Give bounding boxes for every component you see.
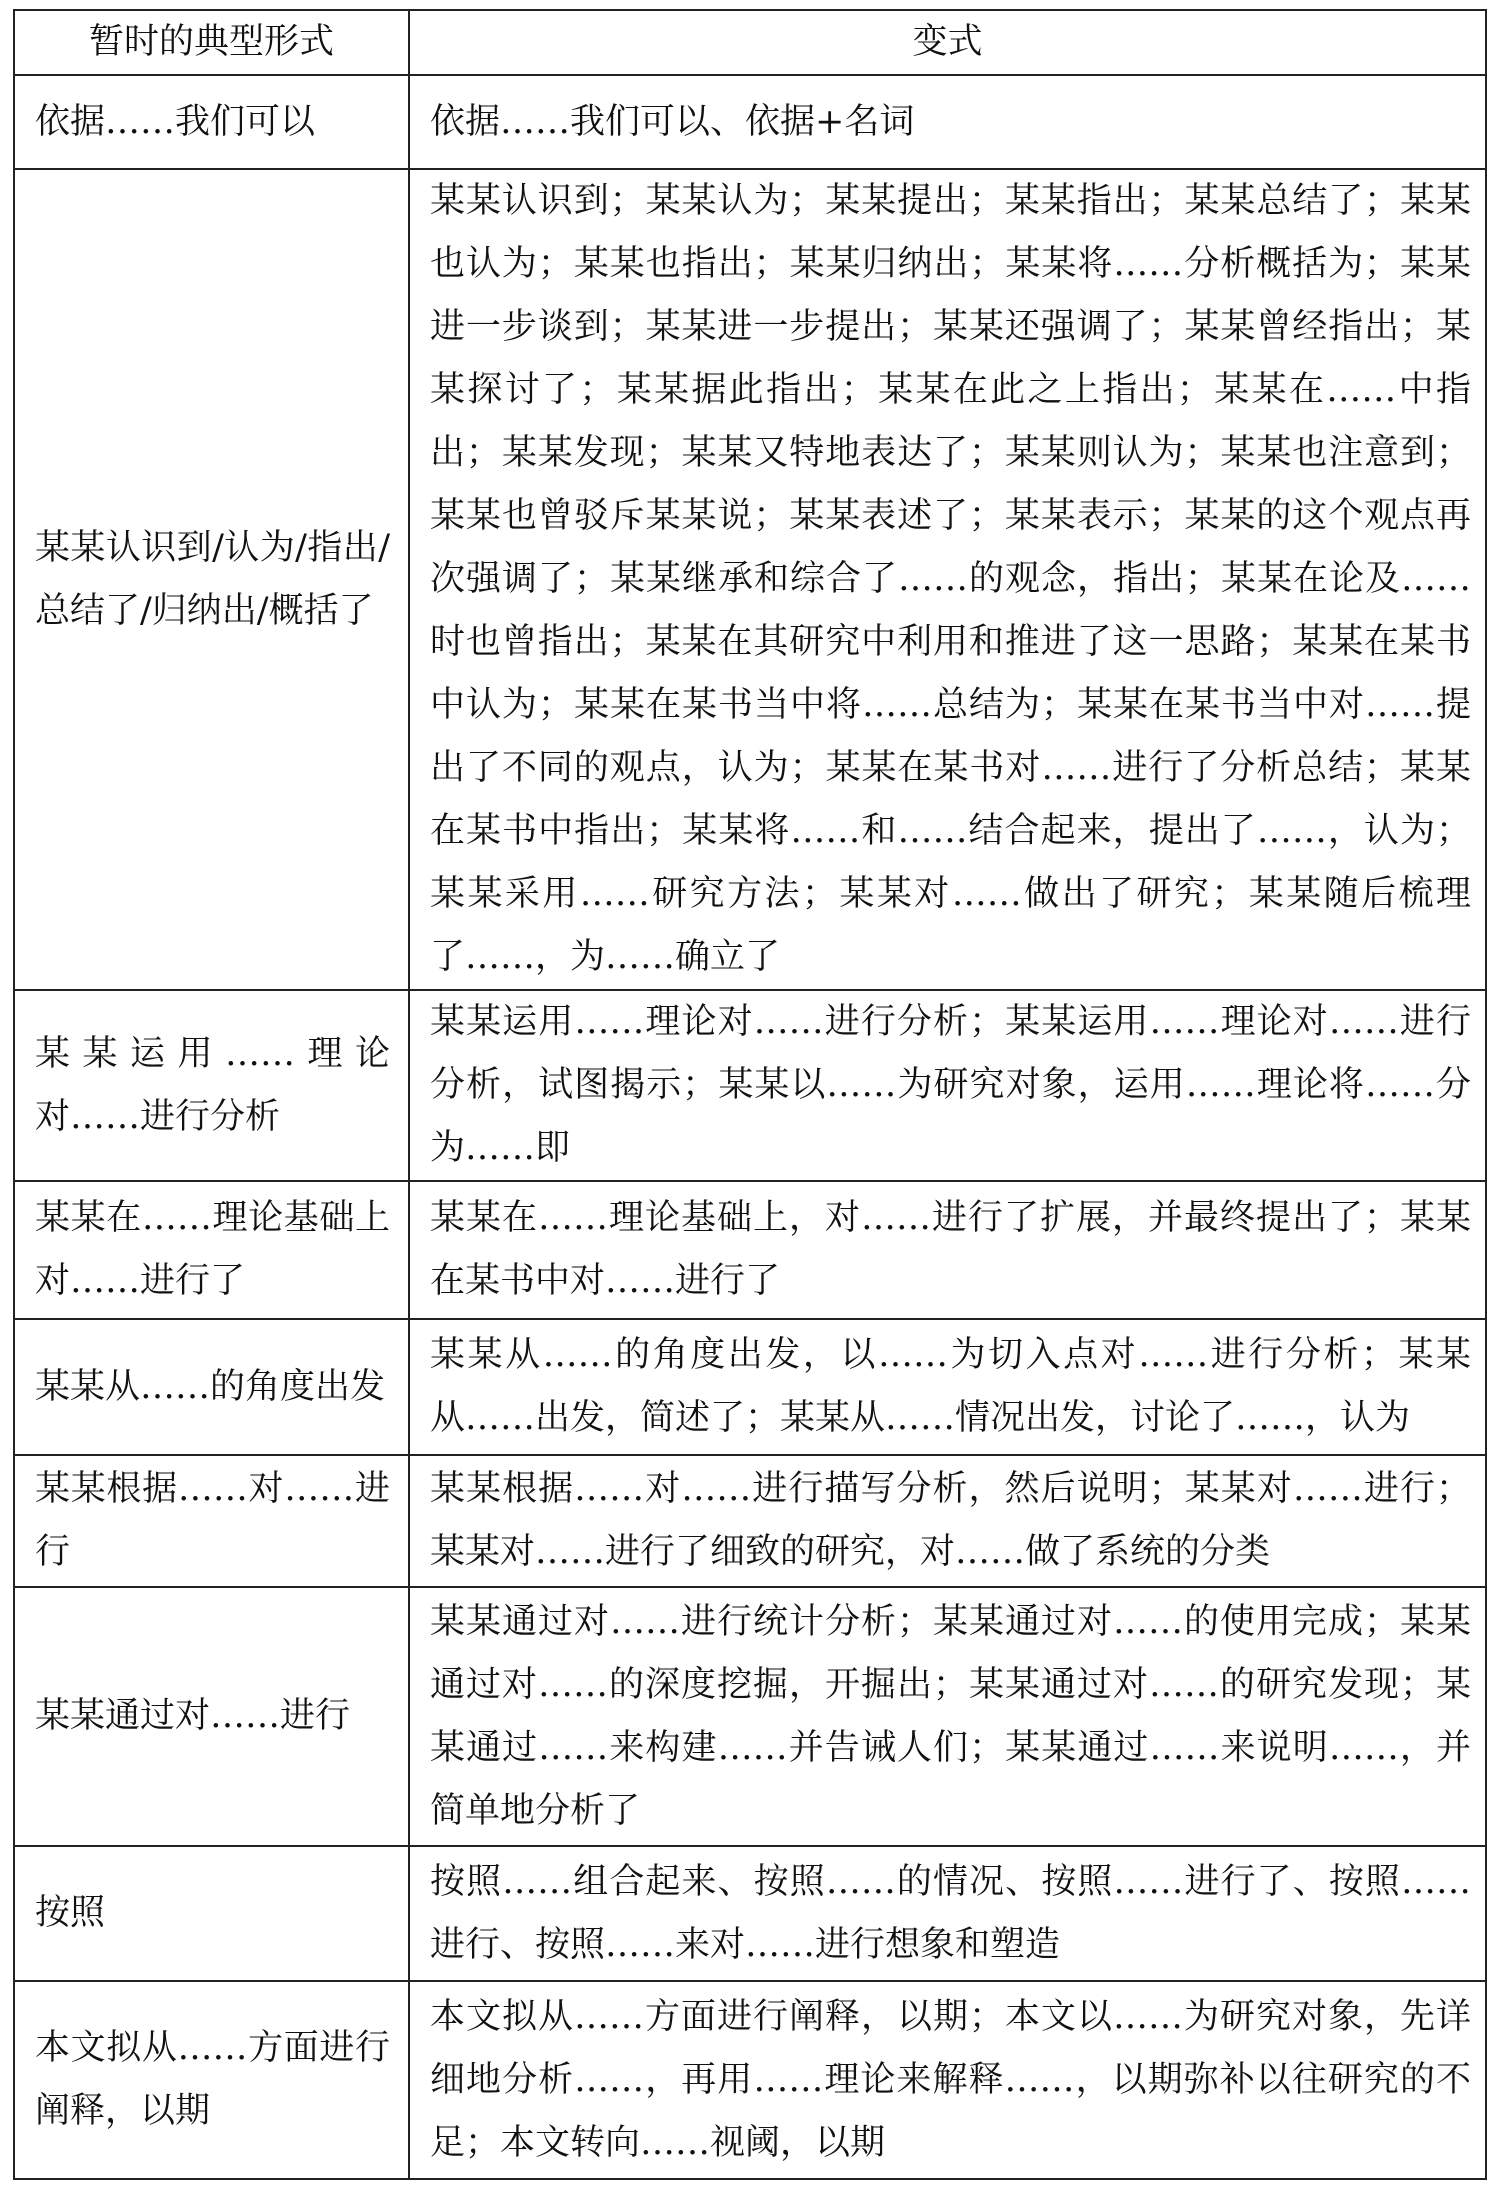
typical-form-cell: 某某根据……对……进行 (14, 1455, 409, 1587)
table-row (14, 990, 1486, 1181)
phrase-variants-table (13, 9, 1487, 2180)
typical-form-cell: 某某认识到/认为/指出/总结了/归纳出/概括了 (14, 169, 409, 990)
variants-cell: 本文拟从……方面进行阐释，以期；本文以……为研究对象，先详细地分析……，再用……理论来解释……，以期弥补以往研究的不足；本文转向……视阈，以期 (409, 1981, 1486, 2179)
header-variants: 变式 (409, 10, 1486, 75)
table-row (14, 1455, 1486, 1587)
typical-form-cell: 某某在……理论基础上对……进行了 (14, 1181, 409, 1319)
header-typical-form: 暂时的典型形式 (14, 10, 409, 75)
typical-form-cell: 某某从……的角度出发 (14, 1319, 409, 1455)
table-row (14, 1319, 1486, 1455)
typical-form-cell: 依据……我们可以 (14, 75, 409, 169)
table-row (14, 1587, 1486, 1846)
typical-form-cell: 按照 (14, 1846, 409, 1981)
variants-cell: 某某通过对……进行统计分析；某某通过对……的使用完成；某某通过对……的深度挖掘，开掘出；某某通过对……的研究发现；某某通过……来构建……并告诫人们；某某通过……来说明……，并简单地分析了 (409, 1587, 1486, 1846)
variants-cell: 按照……组合起来、按照……的情况、按照……进行了、按照……进行、按照……来对……进行想象和塑造 (409, 1846, 1486, 1981)
variants-cell: 依据……我们可以、依据+名词 (409, 75, 1486, 169)
table-row (14, 75, 1486, 169)
variants-cell: 某某运用……理论对……进行分析；某某运用……理论对……进行分析，试图揭示；某某以……为研究对象，运用……理论将……分为……即 (409, 990, 1486, 1181)
table-header-row (14, 10, 1486, 75)
typical-form-cell: 某某通过对……进行 (14, 1587, 409, 1846)
table-row (14, 1846, 1486, 1981)
variants-cell: 某某从……的角度出发，以……为切入点对……进行分析；某某从……出发，简述了；某某从……情况出发，讨论了……，认为 (409, 1319, 1486, 1455)
variants-cell: 某某在……理论基础上，对……进行了扩展，并最终提出了；某某在某书中对……进行了 (409, 1181, 1486, 1319)
table-row (14, 169, 1486, 990)
variants-cell: 某某认识到；某某认为；某某提出；某某指出；某某总结了；某某也认为；某某也指出；某某归纳出；某某将……分析概括为；某某进一步谈到；某某进一步提出；某某还强调了；某某曾经指出；某某探讨了；某某据此指出；某某在此之上指出；某某在……中指出；某某发现；某某又特地表达了；某某则认为；某某也注意到；某某也曾驳斥某某说；某某表述了；某某表示；某某的这个观点再次强调了；某某继承和综合了……的观念，指出；某某在论及……时也曾指出；某某在其研究中利用和推进了这一思路；某某在某书中认为；某某在某书当中将……总结为；某某在某书当中对……提出了不同的观点，认为；某某在某书对……进行了分析总结；某某在某书中指出；某某将……和……结合起来，提出了……，认为；某某采用……研究方法；某某对……做出了研究；某某随后梳理了……，为……确立了 (409, 169, 1486, 990)
table-row (14, 1981, 1486, 2179)
variants-cell: 某某根据……对……进行描写分析，然后说明；某某对……进行；某某对……进行了细致的研究，对……做了系统的分类 (409, 1455, 1486, 1587)
table-row (14, 1181, 1486, 1319)
typical-form-cell: 某某运用……理论对……进行分析 (14, 990, 409, 1181)
typical-form-cell: 本文拟从……方面进行阐释，以期 (14, 1981, 409, 2179)
